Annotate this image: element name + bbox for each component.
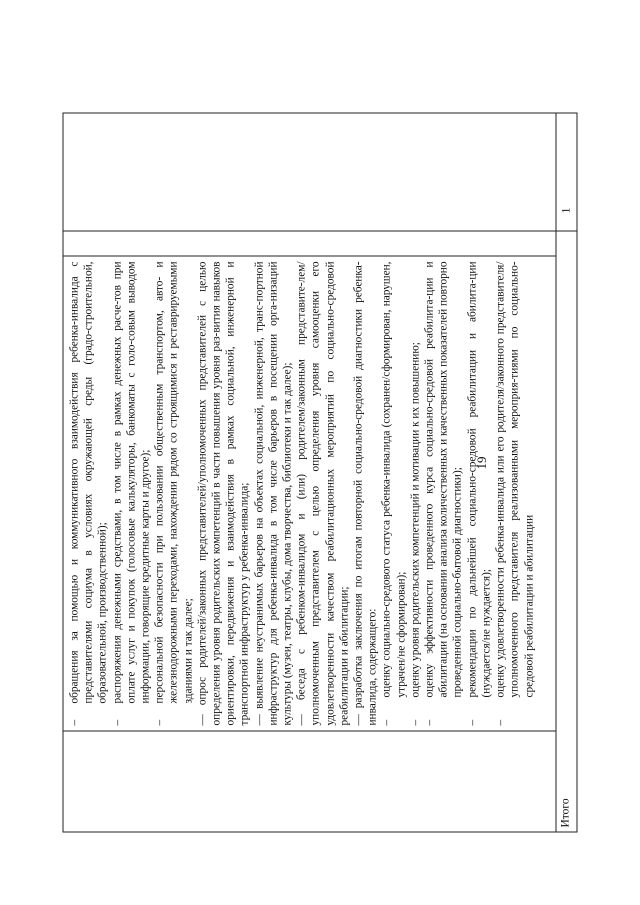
page-number: 19 xyxy=(474,456,489,470)
list-item-text: оценку социально-средового статуса ребенка-инвалида (сохранен/сформирован, нарушен, утрачен/не сформирован); xyxy=(380,261,408,697)
list-item-text: оценку удовлетворенности ребенка-инвалида или его родителя/законного представителя/уполномоченного представителя реализованными мероприя-тиями по социально-средовой реабилитации и абилитации xyxy=(494,261,535,697)
total-row xyxy=(556,113,578,831)
column-divider xyxy=(557,230,578,231)
list-item-text: персональной безопасности при пользовании общественным транспортом, авто- и железнодорожными переходами, нахождении рядом со строящимися и реставрируемыми зданиями и так далее; xyxy=(153,261,195,703)
list-item-text: обращения за помощью и коммуникативного взаимодействия ребенка-инвалида с представителями социума в условиях окружающей среды (градо-строительной, образовательной, производственной); xyxy=(68,261,109,703)
sub-list-item xyxy=(423,261,466,725)
list-item-text: оценку эффективности проведенного курса социально-средовой реабилита-ции и абилитации (на основании анализа количественных и качественных показателей повторно проведенной социально-бытовой диагностики); xyxy=(423,261,464,697)
dash-bullet: – xyxy=(68,719,81,725)
dash-bullet: – xyxy=(466,719,479,725)
list-item-text: оценку уровня родительских компетенций и мотивации к их повышению; xyxy=(409,341,422,697)
total-label: Итого xyxy=(559,797,572,827)
table-frame xyxy=(63,112,578,832)
dash-bullet: – xyxy=(423,719,436,725)
list-item: — опрос родителей/законных представителей/уполномоченных представителей с целью определения уровня родительских компетенций в части повышения уровня раз-вития навыков ориентировки, передвижения и взаимодействия в рамках социальной, инженерной и транспортной инфраструктур у ребенка-инвалида; xyxy=(196,261,251,725)
list-item-text: рекомендации по дальнейшей социально-средовой реабилитации и абилита-ции (нуждается/не нуждается); xyxy=(466,261,493,697)
dash-bullet: – xyxy=(111,719,124,725)
rotated-page xyxy=(63,112,578,832)
total-value: 1 xyxy=(558,207,573,213)
list-item: — беседа с ребенком-инвалидом и (или) родителем/законным представите-лем/уполномоченным представителем с целью определения уровня самооценки его удовлетворенности качеством реабилитационных мероприятий по социально-средовой реабилитации и абилитации; xyxy=(295,261,351,725)
list-item: — разработка заключения по итогам повторной социально-средовой диагностики ребенка-инвалида, содержащего: xyxy=(352,261,379,725)
services-description-cell xyxy=(68,261,537,725)
column-divider xyxy=(64,730,556,731)
sub-list-item xyxy=(408,261,422,725)
list-item xyxy=(110,261,153,725)
list-item xyxy=(68,261,111,725)
sub-list-item xyxy=(465,261,493,725)
dash-bullet: – xyxy=(153,719,166,725)
list-item xyxy=(153,261,196,725)
dash-bullet: – xyxy=(409,719,422,725)
dash-bullet: – xyxy=(494,719,507,725)
column-divider xyxy=(64,255,556,256)
list-item: — выявление неустранимых барьеров на объектах социальной, инженерной, транс-портной инфраструктур для ребенка-инвалида в том числе барьеров в посещении орга-низаций культуры (музеи, театры, клубы, дома творчества, библиотеки и так далее); xyxy=(253,261,294,725)
sub-list-item xyxy=(380,261,408,725)
sub-list-item xyxy=(494,261,537,725)
column-divider xyxy=(64,230,556,231)
dash-bullet: – xyxy=(380,719,393,725)
list-item-text: распоряжения денежными средствами, в том числе в рамках денежных расче-тов при оплате услуг и покупок (голосовые калькуляторы, банкоматы с голо-совым выводом информации, говорящие кредитные карты и другое); xyxy=(111,261,152,703)
